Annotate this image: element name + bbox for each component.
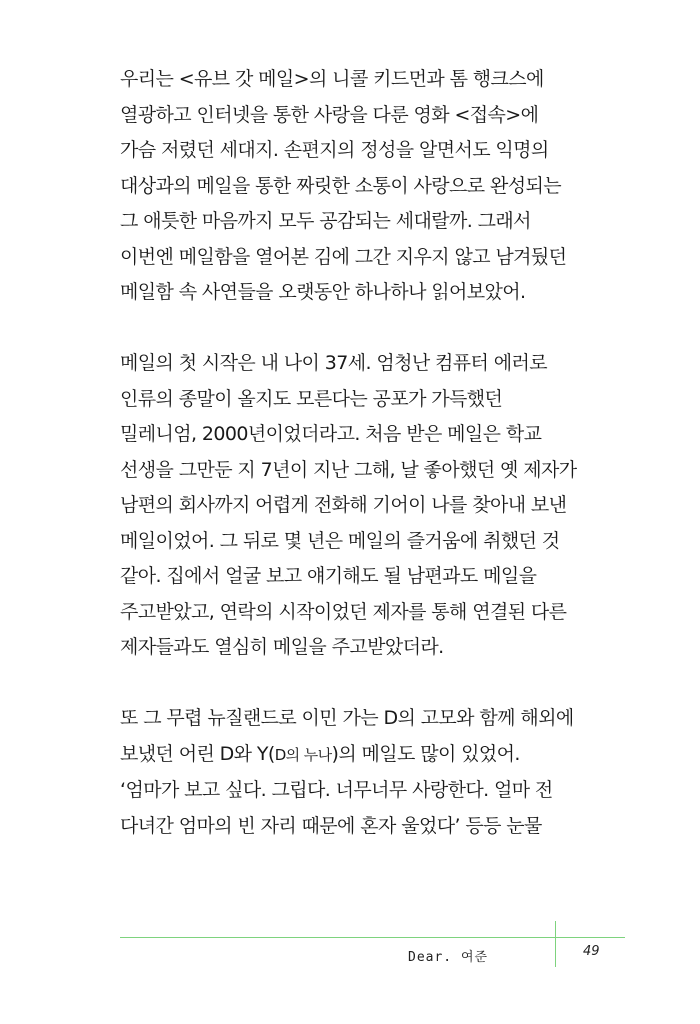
text-line: 다녀간 엄마의 빈 자리 때문에 혼자 울었다’ 등등 눈물: [120, 814, 542, 837]
paragraph-1: [120, 62, 640, 311]
paragraph-gap: [120, 311, 640, 347]
text-line: 우리는 <유브 갓 메일>의 니콜 키드먼과 톰 행크스에: [120, 68, 544, 90]
text-segment: 보냈던 어린 D와 Y(: [120, 742, 275, 765]
footer-vertical-divider: [555, 921, 556, 967]
text-line: 제자들과도 열심히 메일을 주고받았더라.: [120, 636, 444, 658]
text-line: 메일의 첫 시작은 내 나이 37세. 엄청난 컴퓨터 에러로: [120, 352, 548, 374]
page-body: [120, 62, 640, 844]
footer-divider: [120, 937, 625, 938]
text-line: 주고받았고, 연락의 시작이었던 제자를 통해 연결된 다른: [120, 600, 567, 623]
paragraph-2: [120, 346, 640, 666]
text-line: 대상과의 메일을 통한 짜릿한 소통이 사랑으로 완성되는: [120, 174, 561, 197]
paragraph-3: [120, 701, 640, 844]
text-line: 또 그 무렵 뉴질랜드로 이민 가는 D의 고모와 함께 해외에: [120, 707, 574, 729]
text-line: 이번엔 메일함을 열어본 김에 그간 지우지 않고 남겨뒀던: [120, 245, 567, 268]
text-line: 밀레니엄, 2000년이었더라고. 처음 받은 메일은 학교: [120, 423, 542, 445]
text-line: ‘엄마가 보고 싶다. 그립다. 너무너무 사랑한다. 얼마 전: [120, 779, 553, 801]
text-segment: )의 메일도 많이 있었어.: [331, 742, 520, 765]
paragraph-gap: [120, 666, 640, 702]
page-number: 49: [583, 944, 600, 959]
text-line: 같아. 집에서 얼굴 보고 얘기해도 될 남편과도 메일을: [120, 565, 537, 587]
footer-signature: Dear. 여준: [408, 950, 489, 965]
text-line: 남편의 회사까지 어렵게 전화해 기어이 나를 찾아내 보낸: [120, 494, 567, 516]
text-line: 메일함 속 사연들을 오랫동안 하나하나 읽어보았어.: [120, 281, 526, 303]
text-line: 가슴 저렸던 세대지. 손편지의 정성을 알면서도 익명의: [120, 139, 549, 161]
text-line: 선생을 그만둔 지 7년이 지난 그해, 날 좋아했던 옛 제자가: [120, 458, 577, 481]
text-line: [120, 737, 640, 774]
text-line: 그 애틋한 마음까지 모두 공감되는 세대랄까. 그래서: [120, 210, 531, 232]
text-line: 메일이었어. 그 뒤로 몇 년은 메일의 즐거움에 취했던 것: [120, 529, 560, 552]
text-line: 열광하고 인터넷을 통한 사랑을 다룬 영화 <접속>에: [120, 103, 539, 126]
parenthetical-note: D의 누나: [274, 745, 332, 764]
text-line: 인류의 종말이 올지도 모른다는 공포가 가득했던: [120, 387, 503, 410]
